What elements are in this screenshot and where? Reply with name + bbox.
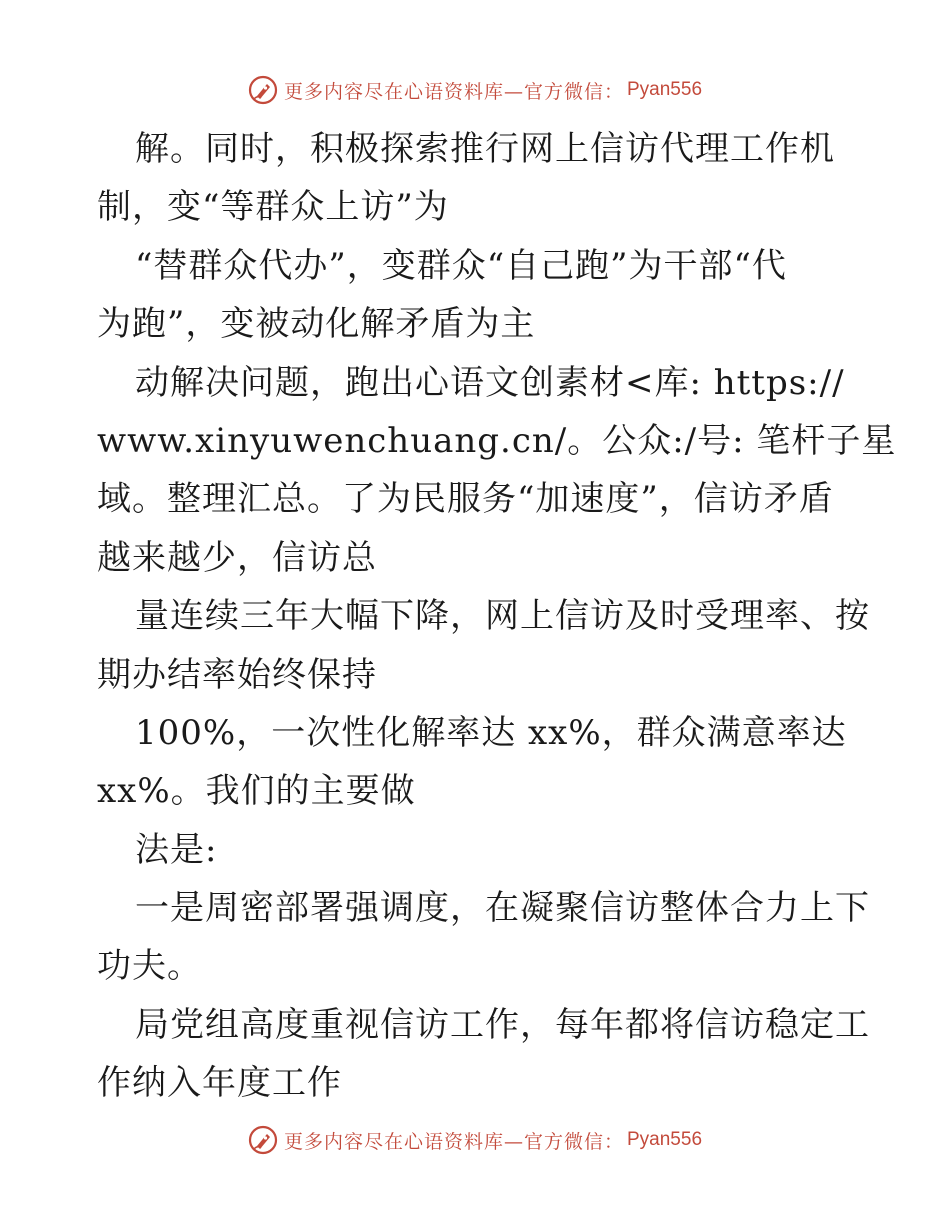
header-watermark — [0, 73, 950, 107]
watermark-wechat-id: Pyan556 — [627, 79, 703, 100]
body-line: 制，变“等群众上访”为 — [97, 187, 449, 228]
pen-nib-circle-icon — [248, 75, 278, 105]
pen-nib-circle-icon — [248, 1125, 278, 1155]
body-line: 动解决问题，跑出心语文创素材<库: https:// — [135, 362, 845, 403]
body-line: 解。同时，积极探索推行网上信访代理工作机 — [135, 129, 835, 169]
watermark-text: 更多内容尽在心语资料库—官方微信： — [283, 1130, 624, 1153]
footer-watermark — [0, 1123, 950, 1157]
body-line: 期办结率始终保持 — [97, 654, 377, 695]
body-line: 局党组高度重视信访工作，每年都将信访稳定工 — [135, 1004, 870, 1045]
body-line: 为跑”，变被动化解矛盾为主 — [97, 304, 536, 345]
body-line: www.xinyuwenchuang.cn/。公众:/号: 笔杆子星 — [97, 420, 897, 461]
body-line: 量连续三年大幅下降，网上信访及时受理率、按 — [135, 596, 870, 637]
document-body — [97, 120, 897, 1113]
body-line: 越来越少，信访总 — [97, 537, 377, 578]
body-line: 100%，一次性化解率达 xx%，群众满意率达 — [135, 712, 847, 753]
body-line: 一是周密部署强调度，在凝聚信访整体合力上下 — [135, 888, 870, 929]
watermark-wechat-id: Pyan556 — [627, 1129, 703, 1150]
watermark-text: 更多内容尽在心语资料库—官方微信： — [283, 80, 624, 103]
body-line: xx%。我们的主要做 — [97, 771, 416, 812]
body-line: 功夫。 — [97, 946, 202, 987]
body-line: 作纳入年度工作 — [97, 1063, 342, 1104]
body-line: “替群众代办”，变群众“自己跑”为干部“代 — [135, 245, 787, 286]
body-line: 法是: — [135, 829, 218, 870]
body-line: 域。整理汇总。了为民服务“加速度”，信访矛盾 — [97, 479, 834, 520]
